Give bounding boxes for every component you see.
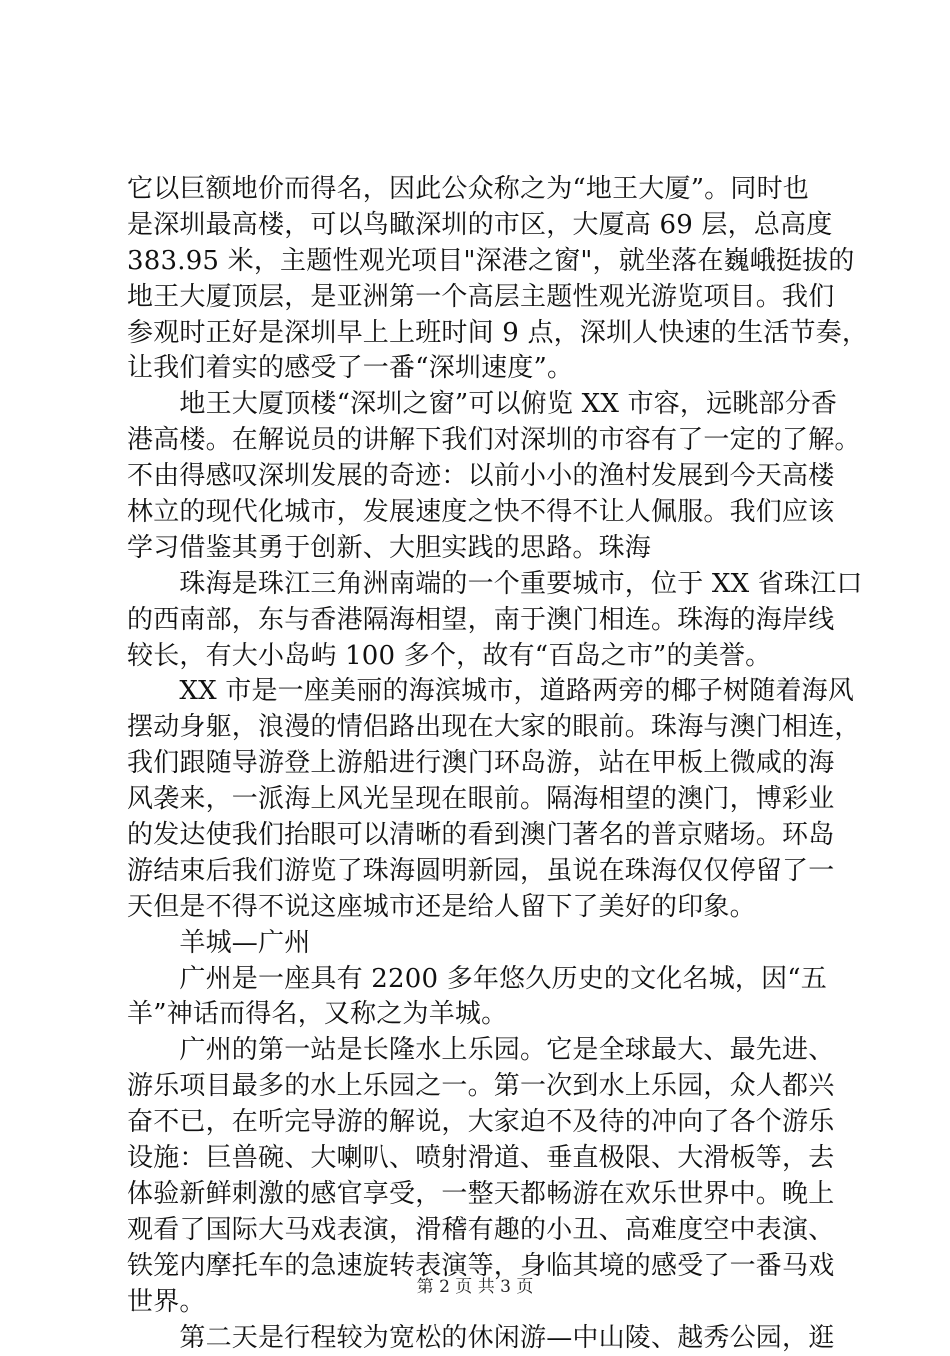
text-line: 地王大厦顶楼“深圳之窗”可以俯览 XX 市容，远眺部分香 xyxy=(127,387,827,423)
text-line: 较长，有大小岛屿 100 多个，故有“百岛之市”的美誉。 xyxy=(127,639,827,675)
text-line: 观看了国际大马戏表演，滑稽有趣的小丑、高难度空中表演、 xyxy=(127,1213,827,1249)
text-line: 港高楼。在解说员的讲解下我们对深圳的市容有了一定的了解。 xyxy=(127,423,827,459)
text-line: 摆动身躯，浪漫的情侣路出现在大家的眼前。珠海与澳门相连， xyxy=(127,710,827,746)
text-line: 奋不已，在听完导游的解说，大家迫不及待的冲向了各个游乐 xyxy=(127,1105,827,1141)
text-line: 383.95 米，主题性观光项目"深港之窗"，就坐落在巍峨挺拔的 xyxy=(127,244,827,280)
text-line: 世界。 xyxy=(127,1285,827,1321)
text-line: 游结束后我们游览了珠海圆明新园，虽说在珠海仅仅停留了一 xyxy=(127,854,827,890)
page-footer: 第 2 页 共 3 页 xyxy=(0,1276,950,1298)
text-line: 铁笼内摩托车的急速旋转表演等，身临其境的感受了一番马戏 xyxy=(127,1249,827,1285)
text-line: 天但是不得不说这座城市还是给人留下了美好的印象。 xyxy=(127,890,827,926)
section-heading: 羊城—广州 xyxy=(127,926,827,962)
text-line: 的西南部，东与香港隔海相望，南于澳门相连。珠海的海岸线 xyxy=(127,603,827,639)
text-line: 广州的第一站是长隆水上乐园。它是全球最大、最先进、 xyxy=(127,1033,827,1069)
text-line: 它以巨额地价而得名，因此公众称之为“地王大厦”。同时也 xyxy=(127,172,827,208)
text-line: 广州是一座具有 2200 多年悠久历史的文化名城，因“五 xyxy=(127,962,827,998)
text-line: 参观时正好是深圳早上上班时间 9 点，深圳人快速的生活节奏， xyxy=(127,316,827,352)
text-line: 的发达使我们抬眼可以清晰的看到澳门著名的普京赌场。环岛 xyxy=(127,818,827,854)
text-line: 体验新鲜刺激的感官享受，一整天都畅游在欢乐世界中。晚上 xyxy=(127,1177,827,1213)
text-line: 让我们着实的感受了一番“深圳速度”。 xyxy=(127,351,827,387)
text-line: 学习借鉴其勇于创新、大胆实践的思路。珠海 xyxy=(127,531,827,567)
text-line: 是深圳最高楼，可以鸟瞰深圳的市区，大厦高 69 层，总高度 xyxy=(127,208,827,244)
text-line: 游乐项目最多的水上乐园之一。第一次到水上乐园，众人都兴 xyxy=(127,1069,827,1105)
text-line: 设施：巨兽碗、大喇叭、喷射滑道、垂直极限、大滑板等，去 xyxy=(127,1141,827,1177)
text-line: 不由得感叹深圳发展的奇迹：以前小小的渔村发展到今天高楼 xyxy=(127,459,827,495)
text-line: 羊”神话而得名，又称之为羊城。 xyxy=(127,997,827,1033)
text-line: 珠海是珠江三角洲南端的一个重要城市，位于 XX 省珠江口 xyxy=(127,567,827,603)
text-line: 地王大厦顶层，是亚洲第一个高层主题性观光游览项目。我们 xyxy=(127,280,827,316)
text-line: XX 市是一座美丽的海滨城市，道路两旁的椰子树随着海风 xyxy=(127,674,827,710)
text-line: 风袭来，一派海上风光呈现在眼前。隔海相望的澳门，博彩业 xyxy=(127,782,827,818)
text-line: 第二天是行程较为宽松的休闲游—中山陵、越秀公园，逛 xyxy=(127,1321,827,1356)
body-text xyxy=(127,172,827,1356)
text-line: 我们跟随导游登上游船进行澳门环岛游，站在甲板上微咸的海 xyxy=(127,746,827,782)
text-line: 林立的现代化城市，发展速度之快不得不让人佩服。我们应该 xyxy=(127,495,827,531)
